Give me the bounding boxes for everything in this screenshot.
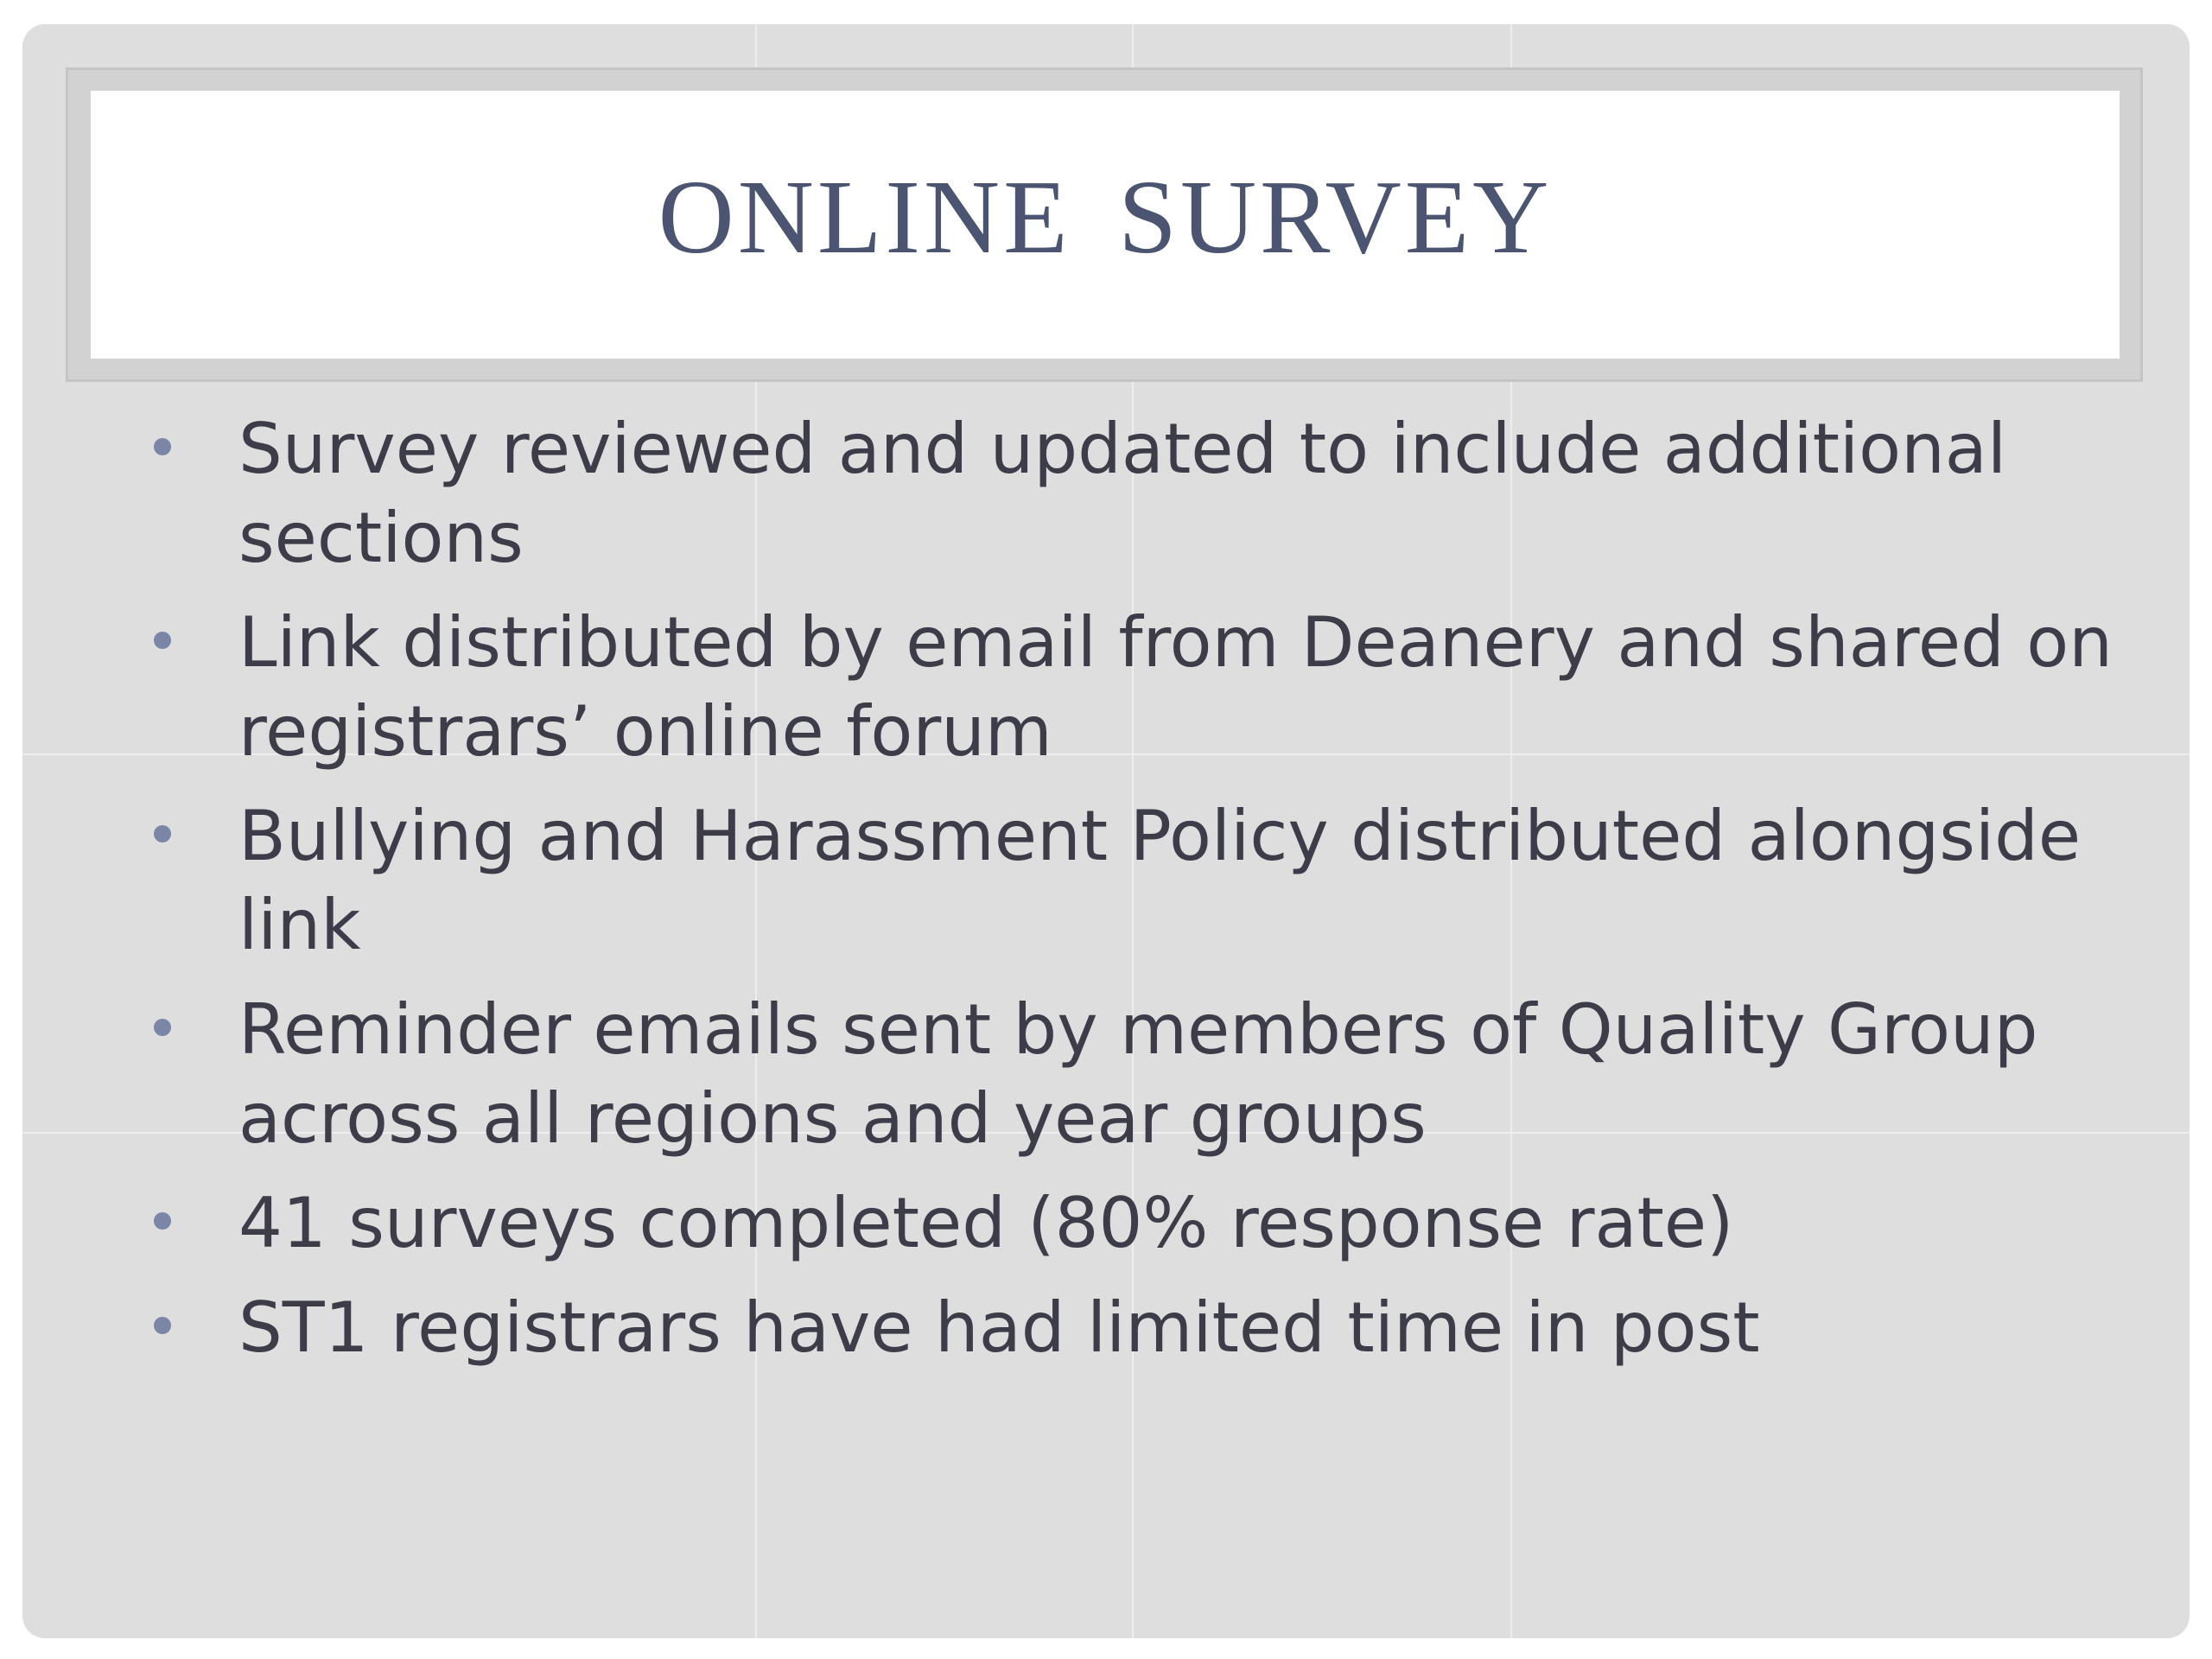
bullet-text: Link distributed by email from Deanery and shared on registrars’ online forum [238,602,2113,772]
title-box [91,91,2120,359]
slide [22,24,2190,1638]
slide-title: ONLINE SURVEY [658,159,1553,276]
bullet-icon [154,1019,171,1036]
bullet-item [126,598,2113,776]
bullet-icon [154,438,171,455]
bullet-item [126,791,2113,969]
bullet-text: Bullying and Harassment Policy distributed alongside link [238,796,2082,965]
title-frame [66,67,2143,382]
bullet-text: Reminder emails sent by members of Quality Group across all regions and year groups [238,989,2038,1159]
bullet-icon [154,1212,171,1230]
bullet-text: 41 surveys completed (80% response rate) [238,1183,1734,1263]
bullet-item [126,1179,2113,1268]
bullet-item [126,1283,2113,1372]
bullet-text: Survey reviewed and updated to include additional sections [238,409,2007,578]
bullet-item [126,985,2113,1163]
bullet-icon [154,632,171,649]
bullet-item [126,404,2113,582]
bullet-list [126,404,2113,1388]
bullet-icon [154,825,171,842]
bullet-text: ST1 registrars have had limited time in post [238,1287,1760,1368]
bullet-icon [154,1317,171,1334]
